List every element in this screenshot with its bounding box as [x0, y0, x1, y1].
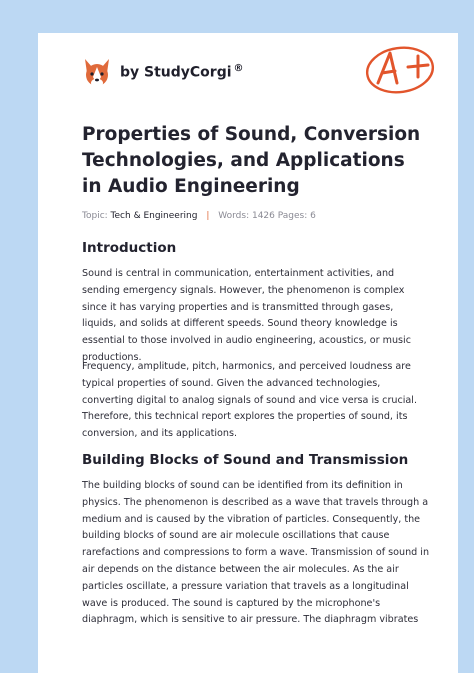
page-title: Properties of Sound, Conversion Technologies, and Applications in Audio Engineering — [82, 124, 421, 197]
section-heading-building-blocks: Building Blocks of Sound and Transmission — [82, 452, 409, 468]
topic-link[interactable]: Tech & Engineering — [110, 211, 198, 221]
pages-label: Pages: — [277, 211, 308, 221]
document-page — [38, 33, 458, 673]
words-count: 1426 — [251, 211, 275, 221]
paragraph: Frequency, amplitude, pitch, harmonics, and perceived loudness are typical properties of sound. Given the advanced technologies, converting digital to analog signals of sound and vice versa is crucial. Therefore, this technical report explores the properties of sound, its conversion, and its applications. — [82, 361, 418, 440]
brand-logo[interactable] — [82, 55, 244, 89]
section-heading-introduction: Introduction — [82, 240, 177, 256]
brand-name: by StudyCorgi ® — [120, 63, 244, 81]
meta-separator: | — [206, 211, 210, 221]
topic-label: Topic: — [82, 211, 108, 221]
pages-count: 6 — [310, 211, 316, 221]
grade-a-plus-icon — [364, 43, 440, 95]
corgi-icon — [82, 55, 112, 89]
paragraph: The building blocks of sound can be identified from its definition in physics. The phenomenon is described as a wave that travels through a medium and is caused by the vibration of particles. Consequently, the building blocks of sound are air molecule oscillations that cause rarefactions and compressions to form a wave. Transmission of sound in air depends on the distance between the air molecules. As the air particles oscillate, a pressure variation that travels as a longitudinal wave is produced. The sound is captured by the microphone's diaphragm, which is sensitive to air pressure. The diaphragm vibrates — [82, 480, 430, 626]
words-label: Words: — [218, 211, 250, 221]
grade-text: A+ — [364, 43, 366, 44]
document-meta — [82, 211, 316, 221]
paragraph: Sound is central in communication, entertainment activities, and sending emergency signals. However, the phenomenon is complex since it has varying properties and is transmitted through gases, liquids, and solids at different speeds. Sound theory knowledge is essential to those involved in audio engineering, acoustics, or music productions. — [82, 268, 411, 363]
